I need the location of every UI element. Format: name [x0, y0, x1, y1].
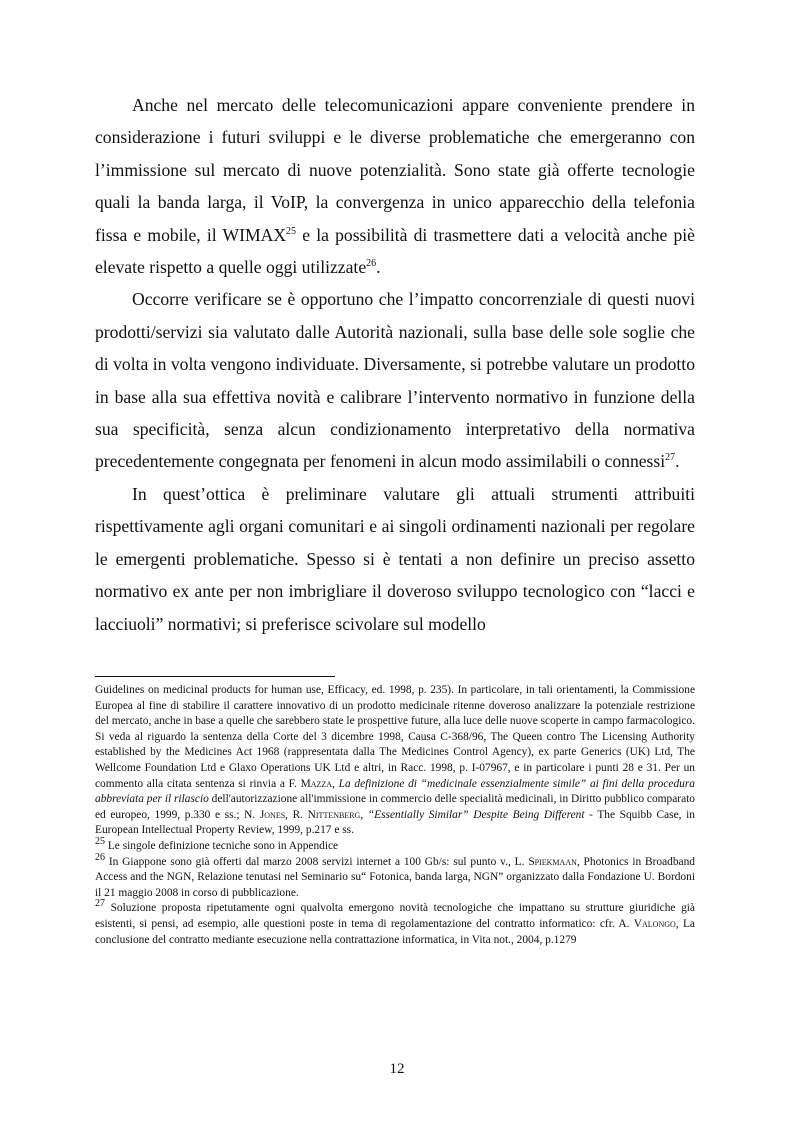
footnote-ref-27[interactable]: 27: [665, 452, 676, 464]
footnote-separator: [95, 676, 335, 677]
footnote-27: $^{27}$ Soluzione proposta ripetutamente ogni qualvolta emergono novità tecnologiche che impattano su strutture giuridiche già esistenti, si pensi, ad esempio, alle questioni poste in tema di regolamentazione del contratto informatico: cfr. A. Valongo, La conclusione del contratto mediante esecuzione nella contrattazione informatica, in Vita not., 2004, p.1279: [95, 898, 695, 946]
author-name: Mazza: [300, 777, 333, 790]
author-name: Jones: [259, 808, 286, 821]
cited-title: La definizione di “medicinale essenzialmente simile” ai fini della procedura abbreviata per il rilascio: [95, 777, 695, 806]
page-number: 12: [389, 1061, 405, 1077]
paragraph-impact: Occorre verificare se è opportuno che l’impatto concorrenziale di questi nuovi prodotti/servizi sia valutato dalle Autorità nazionali, sulla base delle sole soglie che di volta in volta vengono individuate. Diversamente, si potrebbe valutare un prodotto in base alla sua effettiva novità e calibrare l’intervento normativo in funzione della sua specificità, senza alcun condizionamento interpretativo della normativa precedentemente congegnata per fenomeni in alcun modo assimilabili o connessi$^{27}$.: [95, 289, 695, 472]
footnote-25: $^{25}$ Le singole definizione tecniche sono in Appendice: [95, 836, 339, 852]
footnote-number: 25: [95, 836, 105, 848]
footnote-number: 26: [95, 851, 105, 863]
footnote-26: $^{26}$ In Giappone sono già offerti dal marzo 2008 servizi internet a 100 Gb/s: sul punto v., L. Spiekmaan, Photonics in Broadband Access and the NGN, Relazione tenutasi nel Seminario su“ Fotonica, banda larga, NGN” organizzato dalla Fondazione U. Bordoni il 21 maggio 2008 in corso di pubblicazione.: [95, 851, 695, 899]
footnote-ref-26[interactable]: 26: [366, 258, 377, 270]
body-text: [95, 89, 695, 640]
footnote-ref-25[interactable]: 25: [286, 225, 297, 237]
footnotes: [95, 683, 695, 948]
footnote-continuation-2: Si veda al riguardo la sentenza della Corte del 3 dicembre 1998, Causa C-368/96, The Queen contro The Licensing Authority established by the Medicines Act 1968 (rappresentata dalla The Medicines Control Agency), ex parte Generics (UK) Ltd, The Wellcome Foundation Ltd e Glaxo Operations UK Ltd e altri, in Racc. 1998, p. I-07967, e in particolare i punti 28 e 31. Per un commento alla citata sentenza si rinvia a F. Mazza, La definizione di “medicinale essenzialmente simile” ai fini della procedura abbreviata per il rilascio dell'autorizzazione all'immissione in commercio delle specialità medicinali, in Diritto pubblico comparato ed europeo, 1999, p.330 e ss.; N. Jones, R. Nittenberg, “Essentially Similar” Despite Being Different - The Squibb Case, in European Intellectual Property Review, 1999, p.217 e ss.: [95, 730, 696, 837]
author-name: Spiekmaan: [528, 855, 577, 868]
cited-title: “Essentially Similar” Despite Being Different: [367, 808, 585, 821]
footnote-continuation-1: Guidelines on medicinal products for human use, Efficacy, ed. 1998, p. 235). In particolare, in tali orientamenti, la Commissione Europea al fine di stabilire il carattere innovativo di un prodotto medicinale ritenne doveroso analizzare la potenziale restrizione del mercato, anche in base a quelle che sarebbero state le prospettive future, alla luce delle nuove scoperte in campo farmacologico.: [95, 684, 695, 728]
author-name: Valongo: [633, 917, 676, 930]
author-name: Nittenberg: [307, 808, 361, 821]
paragraph-instruments: In quest’ottica è preliminare valutare gli attuali strumenti attribuiti rispettivamente agli organi comunitari e ai singoli ordinamenti nazionali per regolare le emergenti problematiche. Spesso si è tentati a non definire un preciso assetto normativo ex ante per non imbrigliare il doveroso sviluppo tecnologico con “lacci e lacciuoli” normativi; si preferisce scivolare sul modello: [95, 483, 695, 634]
footnote-number: 27: [95, 898, 105, 910]
paragraph-telecom: Anche nel mercato delle telecomunicazioni appare conveniente prendere in considerazione i futuri sviluppi e le diverse problematiche che emergeranno con l’immissione sul mercato di nuove potenzialità. Sono state già offerte tecnologie quali la banda larga, il VoIP, la convergenza in unico apparecchio della telefonia fissa e mobile, il WIMAX$^{25}$ e la possibilità di trasmettere dati a velocità anche piè elevate rispetto a quelle oggi utilizzate$^{26}$.: [95, 95, 695, 278]
